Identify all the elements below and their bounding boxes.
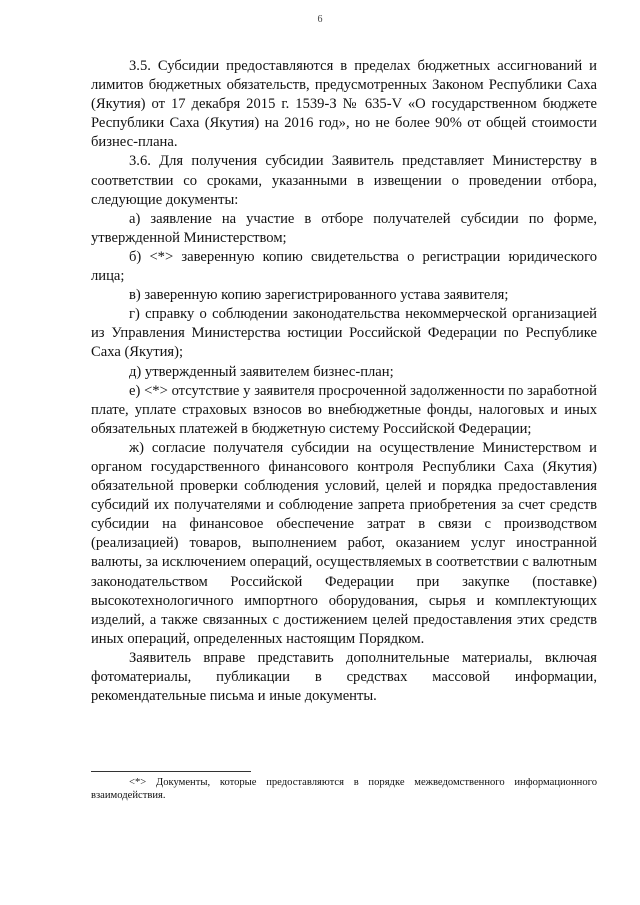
footnote-divider	[91, 771, 251, 772]
list-item-e: е) <*> отсутствие у заявителя просроченной задолженности по заработной плате, уплате страховых взносов во внебюджетные фонды, налоговых и иных обязательных платежей в бюджетную систему Российской Федерации;	[91, 382, 597, 437]
list-item-b: б) <*> заверенную копию свидетельства о регистрации юридического лица;	[91, 248, 597, 285]
footnote-text: <*> Документы, которые предоставляются в порядке межведомственного информационного взаимодействия.	[91, 777, 597, 801]
list-item-g: г) справку о соблюдении законодательства некоммерческой организацией из Управления Министерства юстиции Российской Федерации по Республике Саха (Якутия);	[91, 306, 597, 361]
page-number: 6	[317, 14, 323, 25]
footnote	[91, 776, 597, 802]
paragraph-3-6: 3.6. Для получения субсидии Заявитель представляет Министерству в соответствии со сроками, указанными в извещении о проведении отбора, следующие документы:	[91, 153, 597, 208]
paragraph-3-5: 3.5. Субсидии предоставляются в пределах бюджетных ассигнований и лимитов бюджетных обязательств, предусмотренных Законом Республики Саха (Якутия) от 17 декабря 2015 г. 1539-З № 635-V «О государственном бюджете Республики Саха (Якутия) на 2016 год», но не более 90% от общей стоимости бизнес-плана.	[91, 58, 597, 151]
list-item-d: д) утвержденный заявителем бизнес-план;	[129, 363, 394, 380]
list-item-a: а) заявление на участие в отборе получателей субсидии по форме, утвержденной Министерством;	[91, 210, 597, 246]
list-item-zh: ж) согласие получателя субсидии на осуществление Министерством и органом государственного финансового контроля Республики Саха (Якутия) обязательной проверки соблюдения условий, целей и порядка предоставления субсидий их получателями и соблюдение запрета приобретения за счет средств субсидии на финансовое обеспечение затрат в связи с производством (реализацией) товаров, выполнением работ, оказанием услуг иностранной валюты, за исключением операций, осуществляемых в соответствии с валютным законодательством Российской Федерации при закупке (поставке) высокотехнологичного импортного оборудования, сырья и комплектующих изделий, а также связанных с достижением целей предоставления этих средств иных операций, определенных настоящим Порядком.	[91, 439, 597, 647]
list-item-v: в) заверенную копию зарегистрированного устава заявителя;	[129, 287, 509, 304]
closing-paragraph: Заявитель вправе представить дополнительные материалы, включая фотоматериалы, публикации в средствах массовой информации, рекомендательные письма и иные документы.	[91, 649, 597, 705]
document-body	[91, 57, 597, 706]
